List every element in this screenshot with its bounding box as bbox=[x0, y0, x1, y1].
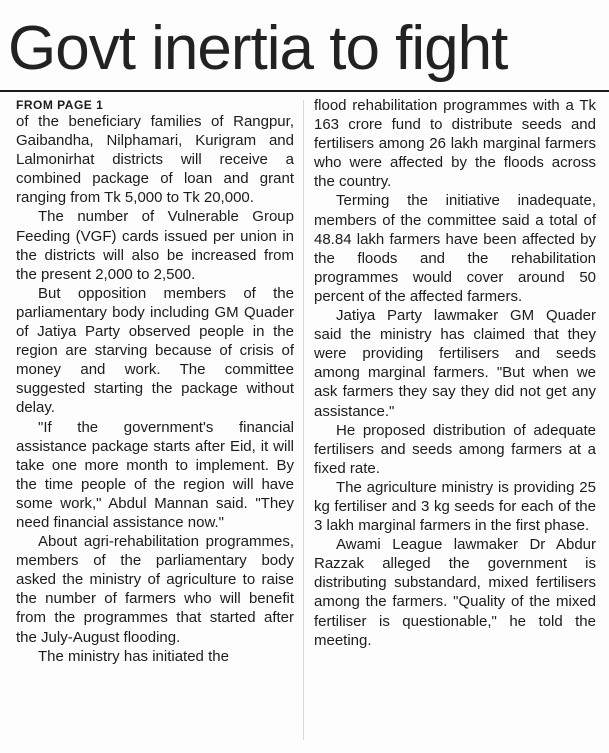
article-column-right bbox=[314, 96, 596, 650]
paragraph: The ministry has initiated the bbox=[38, 647, 229, 665]
paragraph: of the beneficiary families of Rangpur, Gaibandha, Nilphamari, Kurigram and Lalmonirhat districts will receive a combined package of loan and grant ranging from Tk 5,000 to Tk 20,000. bbox=[16, 113, 294, 207]
paragraph: Awami League lawmaker Dr Abdur Razzak alleged the government is distributing substandard, mixed fertilisers among the farmers. "Quality of the mixed fertiliser is questionable," he told the meeting. bbox=[314, 536, 596, 649]
paragraph: The agriculture ministry is providing 25 kg fertiliser and 3 kg seeds for each of the 3 lakh marginal farmers in the first phase. bbox=[314, 478, 596, 535]
paragraph: But opposition members of the parliamentary body including GM Quader of Jatiya Party observed people in the region are starving because of crisis of money and work. The committee suggested starting the package without delay. bbox=[16, 284, 294, 417]
paragraph: He proposed distribution of adequate fertilisers and seeds among farmers at a fixed rate. bbox=[314, 421, 596, 477]
headline-rule bbox=[0, 90, 609, 92]
paragraph: Jatiya Party lawmaker GM Quader said the ministry has claimed that they were providing fertilisers and seeds among marginal farmers. "But when we ask farmers they say they did not get any assistance." bbox=[314, 307, 596, 420]
headline: Govt inertia to fight bbox=[8, 14, 508, 83]
paragraph: About agri-rehabilitation programmes, members of the parliamentary body asked the ministry of agriculture to raise the number of farmers who will benefit from the programmes that started after the July-August flooding. bbox=[16, 533, 294, 646]
continuation-kicker: FROM PAGE 1 bbox=[16, 98, 104, 112]
paragraph: The number of Vulnerable Group Feeding (VGF) cards issued per union in the districts will also be increased from the present 2,000 to 2,500. bbox=[16, 208, 294, 283]
paragraph: Terming the initiative inadequate, members of the committee said a total of 48.84 lakh farmers have been affected by the floods and the rehabilitation programmes would cover around 50 percent of the affected farmers. bbox=[314, 192, 596, 305]
paragraph: "If the government's financial assistance package starts after Eid, it will take one more month to implement. By the time people of the region will have some work," Abdul Mannan said. "They need financial assistance now." bbox=[16, 418, 294, 531]
column-divider bbox=[303, 100, 304, 740]
paragraph: flood rehabilitation programmes with a Tk 163 crore fund to distribute seeds and fertilisers among 26 lakh marginal farmers who were affected by the floods across the country. bbox=[314, 97, 596, 191]
article-column-left bbox=[16, 96, 294, 666]
